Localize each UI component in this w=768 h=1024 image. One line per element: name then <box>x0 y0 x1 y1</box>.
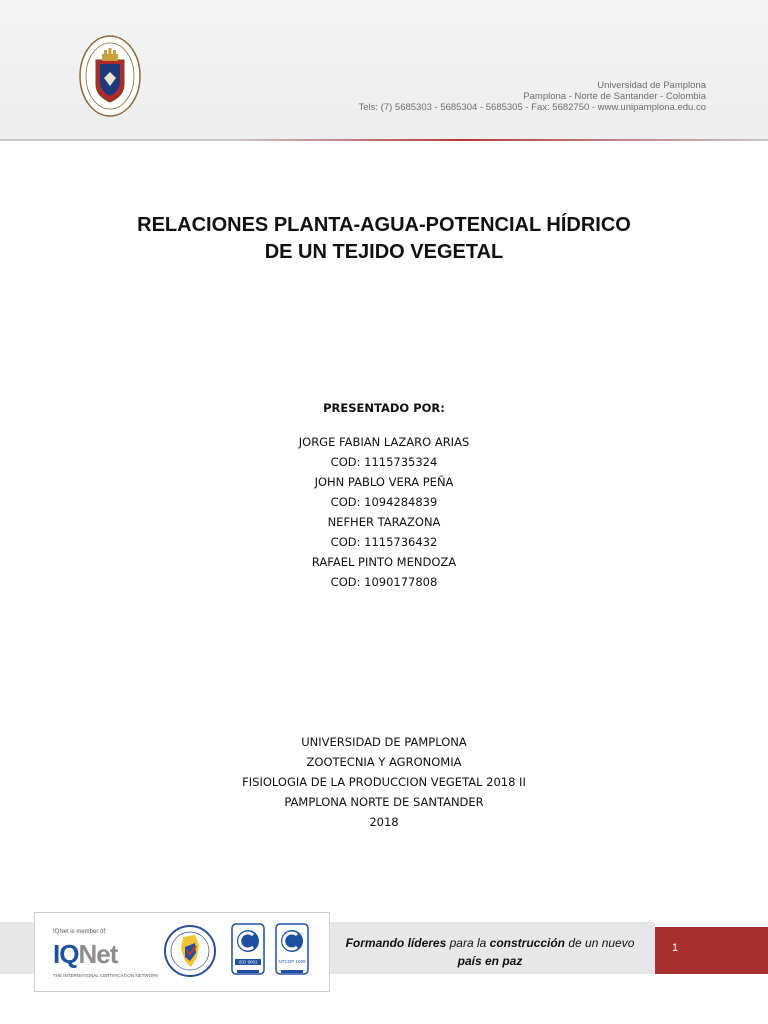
student-name: RAFAEL PINTO MENDOZA <box>311 555 457 569</box>
contact-line: Pamplona - Norte de Santander - Colombia <box>523 91 706 102</box>
institution-block <box>0 732 768 832</box>
contact-line: Universidad de Pamplona <box>597 80 706 91</box>
iqnet-logo <box>53 929 159 978</box>
student-list <box>0 432 768 592</box>
page-header <box>0 0 768 140</box>
iqnet-word-a: IQ <box>53 939 79 969</box>
presented-by-label: PRESENTADO POR: <box>323 401 445 415</box>
institution-line: ZOOTECNIA Y AGRONOMIA <box>306 755 462 769</box>
iso-label: ISO 9001 <box>238 959 258 965</box>
certification-box <box>34 912 330 992</box>
slogan-part: Formando líderes <box>345 936 447 950</box>
title-line: RELACIONES PLANTA-AGUA-POTENCIAL HÍDRICO <box>137 214 631 236</box>
student-code: COD: 1115736432 <box>330 535 438 549</box>
institution-line: 2018 <box>369 815 399 829</box>
ntcgp-1000-icon <box>275 923 309 981</box>
page-number: 1 <box>672 942 679 954</box>
university-seal-icon <box>78 34 142 118</box>
slogan-part: para la <box>446 936 490 950</box>
student-name: NEFHER TARAZONA <box>327 515 441 529</box>
document-title <box>0 212 768 266</box>
iqnet-wordmark <box>53 939 117 970</box>
slogan-part: construcción <box>489 936 565 950</box>
iqnet-tagline: THE INTERNATIONAL CERTIFICATION NETWORK <box>53 973 159 978</box>
header-divider <box>0 139 768 141</box>
slogan-part: país en paz <box>457 954 523 968</box>
title-line: DE UN TEJIDO VEGETAL <box>264 241 504 263</box>
colombia-certification-icon <box>163 921 217 981</box>
slogan-part: de un nuevo <box>565 936 635 950</box>
contact-info <box>286 80 706 113</box>
contact-line: Tels: (7) 5685303 - 5685304 - 5685305 - Fax: 5682750 - www.unipamplona.edu.co <box>358 102 706 113</box>
student-code: COD: 1115735324 <box>330 455 438 469</box>
footer-slogan <box>340 934 640 970</box>
institution-line: UNIVERSIDAD DE PAMPLONA <box>301 735 467 749</box>
institution-line: PAMPLONA NORTE DE SANTANDER <box>284 795 484 809</box>
student-code: COD: 1094284839 <box>330 495 438 509</box>
student-name: JOHN PABLO VERA PEÑA <box>314 475 454 489</box>
ntcgp-label: NTCGP 1000 <box>278 959 306 964</box>
ntcgp-badge <box>275 923 309 981</box>
iso-badge <box>231 923 265 981</box>
iqnet-member-text: IQNet is member of: <box>53 929 107 935</box>
institution-line: FISIOLOGIA DE LA PRODUCCION VEGETAL 2018 II <box>242 775 526 789</box>
iqnet-word-b: Net <box>78 939 118 969</box>
student-code: COD: 1090177808 <box>330 575 438 589</box>
iso-9001-icon <box>231 923 265 981</box>
student-name: JORGE FABIAN LAZARO ARIAS <box>298 435 470 449</box>
